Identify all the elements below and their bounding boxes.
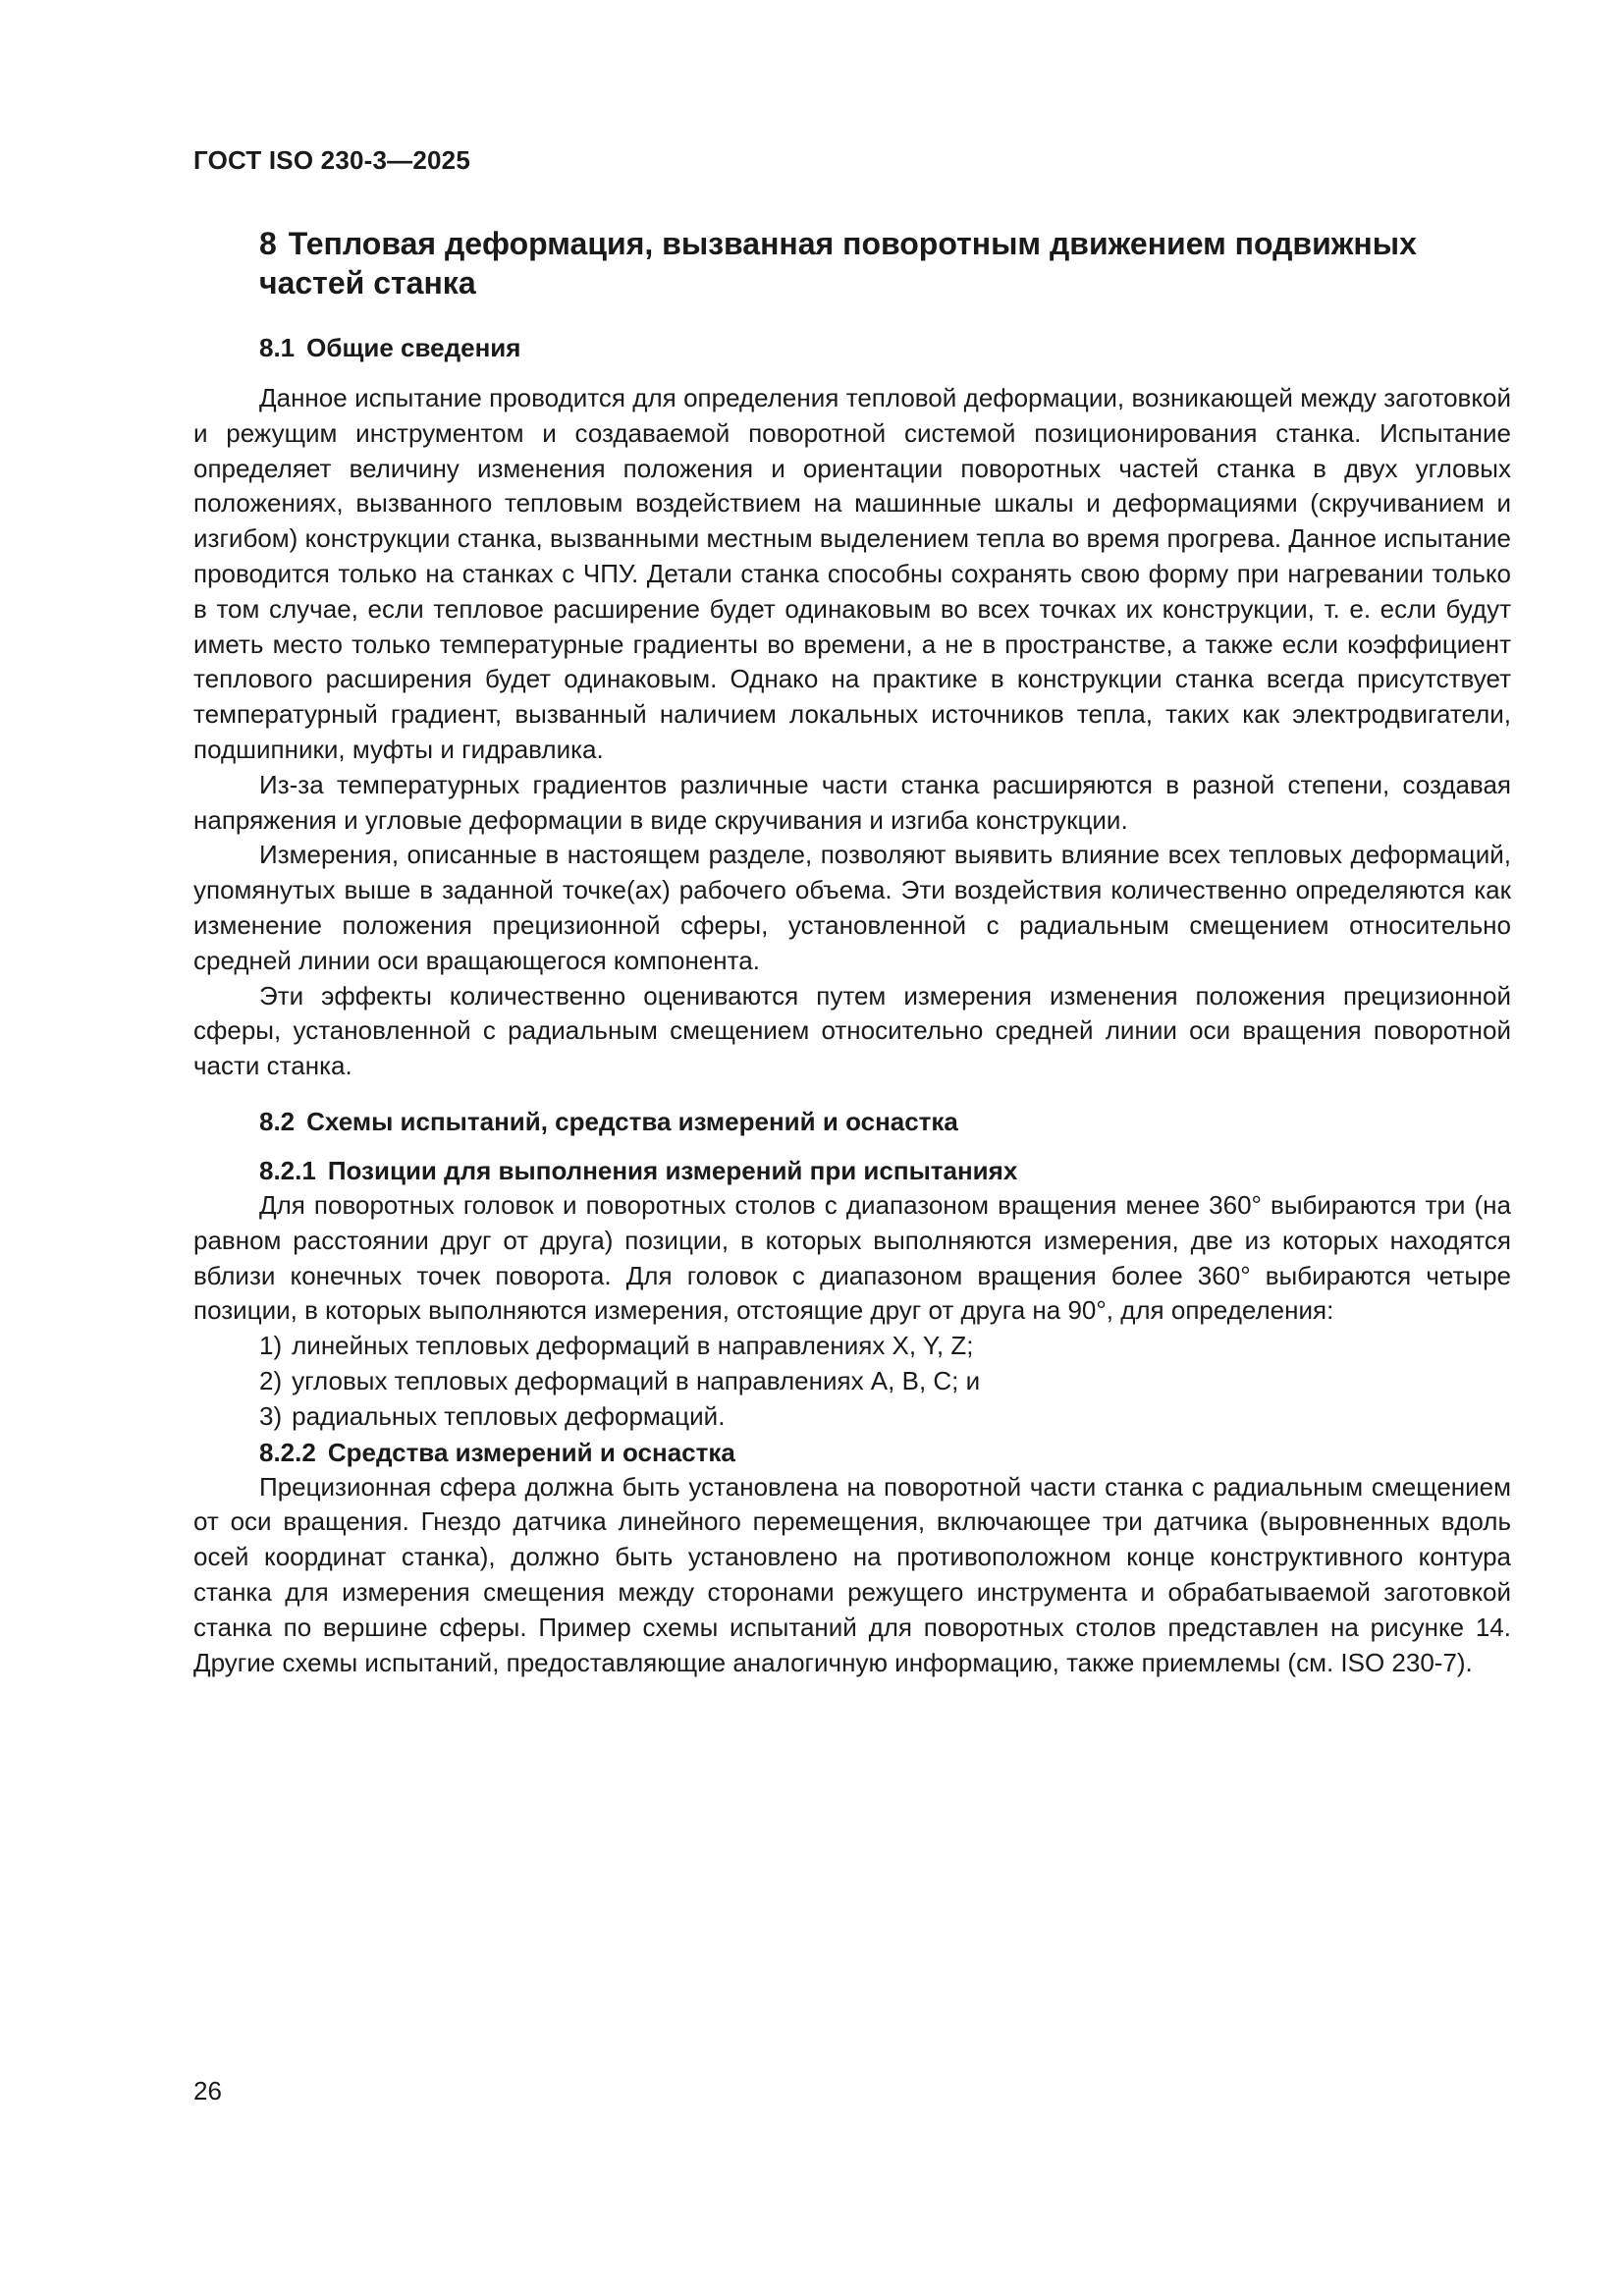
section-8-2-1-heading — [259, 1153, 1511, 1188]
list-item-text: угловых тепловых деформаций в направлениях А, В, С; и — [292, 1365, 981, 1395]
list-item-marker: 2) — [259, 1365, 283, 1395]
section-8-title: Тепловая деформация, вызванная поворотным движением подвижных частей станка — [259, 226, 1417, 301]
section-8-1-title: Общие сведения — [306, 333, 521, 362]
section-8-heading — [259, 224, 1511, 302]
page-number: 26 — [193, 2076, 222, 2105]
section-8-1-heading — [259, 330, 1511, 365]
list-item-marker: 3) — [259, 1400, 283, 1431]
list-item — [193, 1399, 1511, 1435]
paragraph-8-1-2: Из-за температурных градиентов различные части станка расширяются в разной степени, создавая напряжения и угловые деформации в виде скручивания и изгиба конструкции. — [193, 769, 1511, 835]
list-item-text: радиальных тепловых деформаций. — [292, 1400, 726, 1431]
paragraph-8-1-3: Измерения, описанные в настоящем разделе, позволяют выявить влияние всех тепловых деформаций, упомянутых выше в заданной точке(ах) рабочего объема. Эти воздействия количественно определяются как изменение положения прецизионной сферы, установленной с радиальным смещением относительно средней линии оси вращающегося компонента. — [193, 840, 1511, 975]
section-8-2-1-title: Позиции для выполнения измерений при испытаниях — [327, 1155, 1018, 1185]
section-8-2-2-number: 8.2.2 — [259, 1437, 316, 1467]
list-item-text: линейных тепловых деформаций в направлениях X, Y, Z; — [292, 1331, 974, 1361]
list-item — [193, 1329, 1511, 1364]
section-8-2-1-number: 8.2.1 — [259, 1155, 316, 1185]
paragraph-8-2-2: Прецизионная сфера должна быть установлена на поворотной части станка с радиальным смещением от оси вращения. Гнездо датчика линейного перемещения, включающее три датчика (выровненных вдоль осей координат станка), должно быть установлено на противоположном конце конструктивного контура станка для измерения смещения между сторонами режущего инструмента и обрабатываемой заготовкой станка по вершине сферы. Пример схемы испытаний для поворотных столов представлен на рисунке 14. Другие схемы испытаний, предоставляющие аналогичную информацию, также приемлемы (см. ISO 230-7). — [193, 1471, 1511, 1677]
section-8-2-number: 8.2 — [259, 1106, 296, 1136]
list-item — [193, 1364, 1511, 1399]
document-code-header: ГОСТ ISO 230-3—2025 — [193, 145, 471, 175]
section-8-2-2-title: Средства измерений и оснастка — [327, 1437, 735, 1467]
section-8-1-number: 8.1 — [259, 333, 296, 362]
page-content — [193, 224, 1511, 1680]
paragraph-8-2-1: Для поворотных головок и поворотных столов с диапазоном вращения менее 360° выбираются три (на равном расстоянии друг от друга) позиции, в которых выполняются измерения, две из которых находятся вблизи конечных точек поворота. Для головок с диапазоном вращения более 360° выбираются четыре позиции, в которых выполняются измерения, отстоящие друг от друга на 90°, для определения: — [193, 1189, 1511, 1326]
section-8-2-title: Схемы испытаний, средства измерений и оснастка — [306, 1106, 958, 1136]
section-8-2-heading — [259, 1104, 1511, 1139]
paragraph-8-1-4: Эти эффекты количественно оцениваются путем измерения изменения положения прецизионной сферы, установленной с радиальным смещением относительно средней линии оси вращения поворотной части станка. — [193, 980, 1511, 1081]
section-8-number: 8 — [259, 226, 277, 261]
measurement-list — [193, 1329, 1511, 1434]
list-item-marker: 1) — [259, 1331, 283, 1361]
paragraph-8-1-1: Данное испытание проводится для определения тепловой деформации, возникающей между заготовкой и режущим инструментом и создаваемой поворотной системой позиционирования станка. Испытание определяет величину изменения положения и ориентации поворотных частей станка в двух угловых положениях, вызванного тепловым воздействием на машинные шкалы и деформациями (скручиванием и изгибом) конструкции станка, вызванными местным выделением тепла во время прогрева. Данное испытание проводится только на станках с ЧПУ. Детали станка способны сохранять свою форму при нагревании только в том случае, если тепловое расширение будет одинаковым во всех точках их конструкции, т. е. если будут иметь место только температурные градиенты во времени, а не в пространстве, а также если коэффициент теплового расширения будет одинаковым. Однако на практике в конструкции станка всегда присутствует температурный градиент, вызванный наличием локальных источников тепла, таких как электродвигатели, подшипники, муфты и гидравлика. — [193, 383, 1511, 764]
section-8-2-2-heading — [259, 1435, 1511, 1470]
